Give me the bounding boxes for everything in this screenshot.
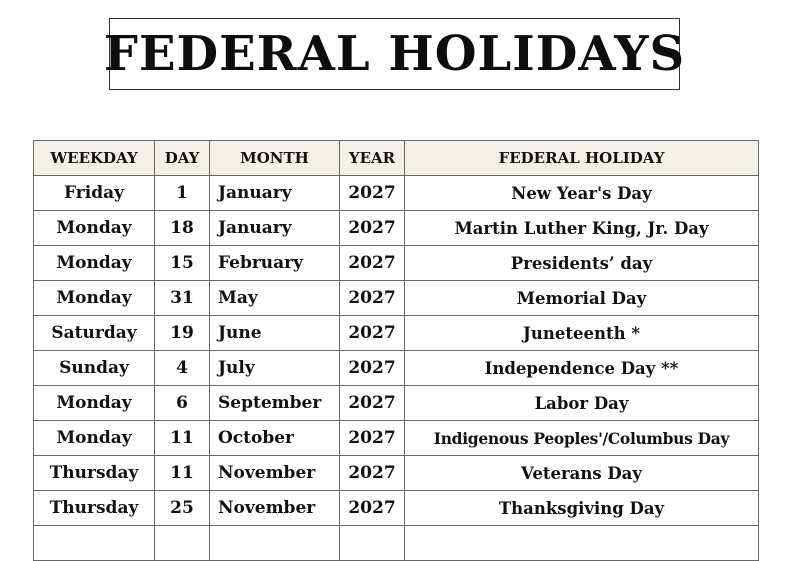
cell-weekday: Friday [34,176,155,211]
cell-day: 25 [155,491,210,526]
cell-day: 31 [155,281,210,316]
cell-weekday: Monday [34,421,155,456]
table-header-row [34,141,759,176]
cell-year [340,526,405,561]
table-row [34,456,759,491]
cell-day: 11 [155,421,210,456]
cell-day: 11 [155,456,210,491]
cell-holiday: Independence Day ** [405,351,759,386]
cell-weekday: Sunday [34,351,155,386]
cell-holiday: Veterans Day [405,456,759,491]
cell-weekday: Thursday [34,491,155,526]
cell-holiday: Presidents’ day [405,246,759,281]
table-row [34,421,759,456]
column-header-year: YEAR [340,141,405,176]
column-header-day: DAY [155,141,210,176]
page-title: FEDERAL HOLIDAYS [103,26,686,82]
cell-holiday: Indigenous Peoples'/Columbus Day [405,421,759,456]
cell-year: 2027 [340,421,405,456]
cell-weekday: Thursday [34,456,155,491]
cell-month: February [210,246,340,281]
holidays-table [33,140,759,561]
cell-holiday [405,526,759,561]
cell-holiday: Martin Luther King, Jr. Day [405,211,759,246]
table-row [34,491,759,526]
cell-holiday: Thanksgiving Day [405,491,759,526]
table-row [34,351,759,386]
cell-year: 2027 [340,491,405,526]
cell-weekday: Monday [34,246,155,281]
cell-year: 2027 [340,281,405,316]
cell-weekday: Saturday [34,316,155,351]
cell-weekday: Monday [34,386,155,421]
cell-month: June [210,316,340,351]
cell-year: 2027 [340,456,405,491]
cell-year: 2027 [340,316,405,351]
cell-month [210,526,340,561]
cell-weekday [34,526,155,561]
cell-year: 2027 [340,246,405,281]
table-row [34,211,759,246]
column-header-weekday: WEEKDAY [34,141,155,176]
cell-weekday: Monday [34,281,155,316]
cell-month: October [210,421,340,456]
table-row [34,176,759,211]
cell-day: 6 [155,386,210,421]
table-row-partial [34,526,759,561]
table-row [34,386,759,421]
cell-day: 4 [155,351,210,386]
column-header-month: MONTH [210,141,340,176]
cell-month: May [210,281,340,316]
cell-day: 19 [155,316,210,351]
cell-year: 2027 [340,211,405,246]
cell-holiday: Juneteenth * [405,316,759,351]
table-row [34,281,759,316]
cell-month: January [210,176,340,211]
cell-month: November [210,491,340,526]
cell-month: November [210,456,340,491]
cell-holiday: Labor Day [405,386,759,421]
cell-month: July [210,351,340,386]
cell-year: 2027 [340,386,405,421]
cell-holiday: New Year's Day [405,176,759,211]
cell-weekday: Monday [34,211,155,246]
cell-day: 1 [155,176,210,211]
cell-month: January [210,211,340,246]
column-header-federal-holiday: FEDERAL HOLIDAY [405,141,759,176]
cell-day [155,526,210,561]
cell-year: 2027 [340,351,405,386]
cell-month: September [210,386,340,421]
cell-day: 18 [155,211,210,246]
cell-year: 2027 [340,176,405,211]
cell-holiday: Memorial Day [405,281,759,316]
cell-day: 15 [155,246,210,281]
table-row [34,246,759,281]
table-row [34,316,759,351]
title-box [103,18,686,90]
